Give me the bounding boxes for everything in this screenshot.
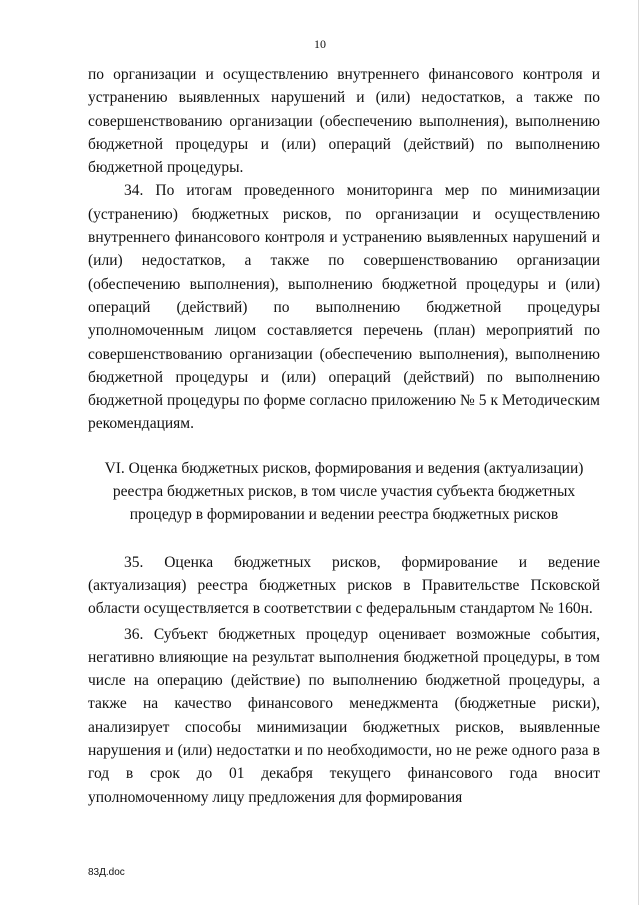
paragraph-35: 35. Оценка бюджетных рисков, формирование и ведение (актуализация) реестра бюджетных рисков в Правительстве Псковской области осуществляется в соответствии с федеральным стандартом № 160н. <box>88 553 600 618</box>
footer-filename: 83Д.doc <box>88 867 125 878</box>
paragraph-36: 36. Субъект бюджетных процедур оценивает возможные события, негативно влияющие на результат выполнения бюджетной процедуры, в том числе на операцию (действие) по выполнению бюджетной процедуры, а также на качество финансового менеджмента (бюджетные риски), анализирует способы минимизации бюджетных рисков, выявленные нарушения и (или) недостатки и по необходимости, но не реже одного раза в год в срок до 01 декабря текущего финансового года вносит уполномоченному лицу предложения для формирования <box>88 625 600 806</box>
spacer <box>88 436 600 457</box>
paragraph-continuation: по организации и осуществлению внутреннего финансового контроля и устранению выявленных нарушений и (или) недостатков, а также по совершенствованию организации (обеспечению выполнения), выполнению бюджетной процедуры и (или) операций (действий) по выполнению бюджетной процедуры. <box>88 66 600 177</box>
document-body <box>88 63 600 809</box>
scan-edge-line <box>638 0 639 905</box>
spacer <box>88 527 600 551</box>
section-heading: VI. Оценка бюджетных рисков, формирования и ведения (актуализации) реестра бюджетных рисков, в том числе участия субъекта бюджетных процедур в формировании и ведении реестра бюджетных рисков <box>104 459 584 524</box>
page-number: 10 <box>314 37 326 51</box>
paragraph-34: 34. По итогам проведенного мониторинга мер по минимизации (устранению) бюджетных рисков, по организации и осуществлению внутреннего финансового контроля и устранению выявленных нарушений и (или) недостатков, а также по совершенствованию организации (обеспечению выполнения), выполнению бюджетной процедуры и (или) операций (действий) по выполнению бюджетной процедуры уполномоченным лицом составляется перечень (план) мероприятий по совершенствованию организации (обеспечению выполнения), выполнению бюджетной процедуры и (или) операций (действий) по выполнению бюджетной процедуры по форме согласно приложению № 5 к Методическим рекомендациям. <box>88 182 600 433</box>
